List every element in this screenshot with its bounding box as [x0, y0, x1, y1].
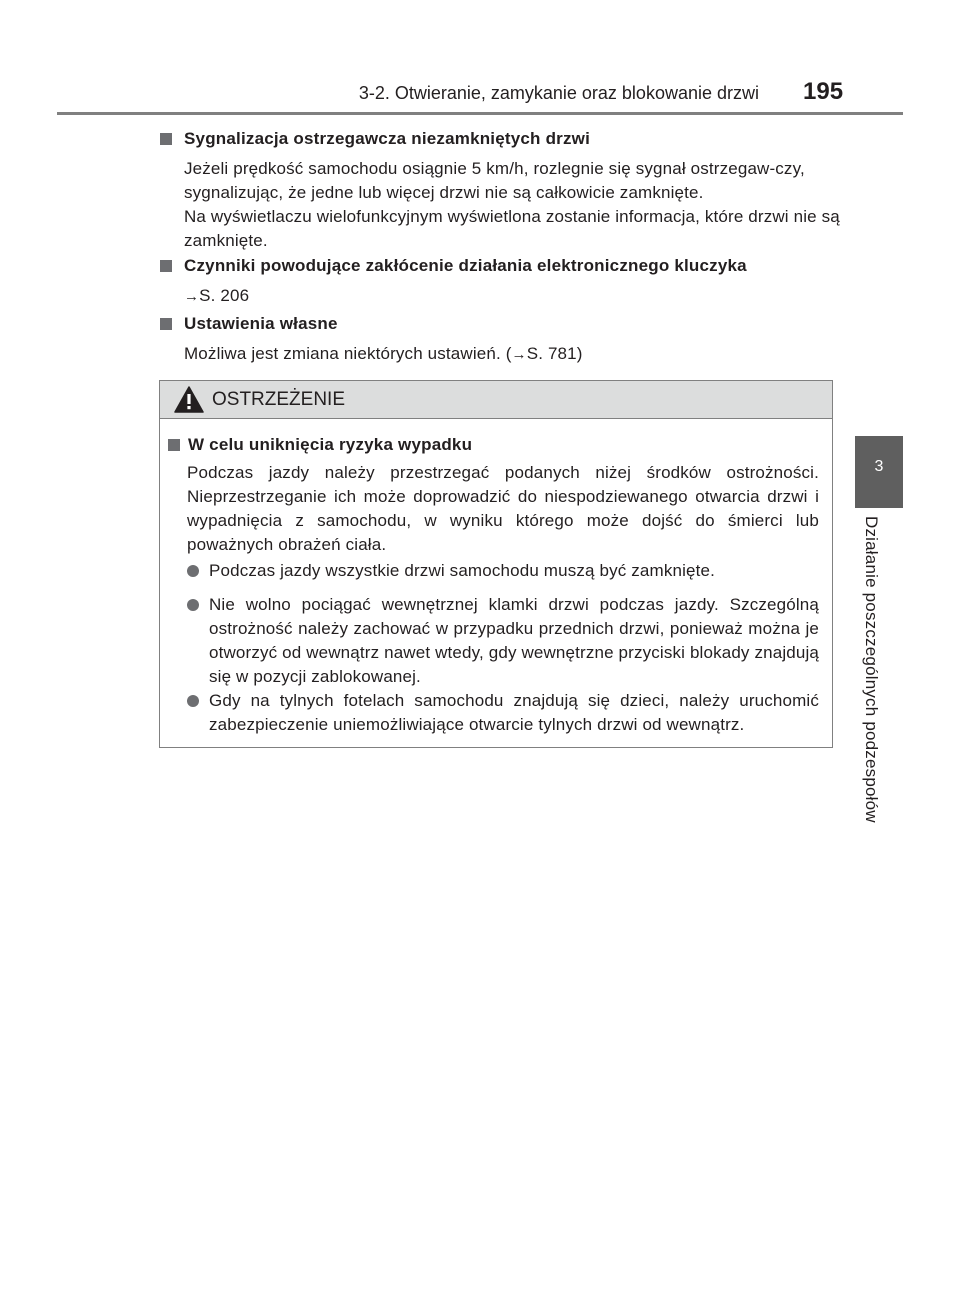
section-body [184, 157, 840, 253]
page-number: 195 [803, 78, 844, 105]
warning-title: OSTRZEŻENIE [212, 388, 346, 410]
list-item-text: Podczas jazdy wszystkie drzwi samochodu muszą być zamknięte. [209, 561, 715, 580]
circle-bullet-icon [187, 599, 199, 611]
square-bullet-icon [168, 439, 180, 451]
arrow-right-icon: → [184, 288, 200, 305]
circle-bullet-icon [187, 695, 199, 707]
list-item-text: Nie wolno pociągać wewnętrznej klamki drzwi podczas jazdy. Szczególną ostrożność należy zachować w przypadku przednich drzwi, ponieważ można je otworzyć od wewnątrz nawet wtedy, gdy wewnętrzne przyciski blokady znajdują się w pozycji zablokowanej. [209, 595, 819, 686]
section-body [184, 342, 840, 367]
warning-subheading [168, 433, 472, 457]
section-paragraph: Możliwa jest zmiana niektórych ustawień. ( [184, 344, 512, 363]
circle-bullet-icon [187, 565, 199, 577]
header-rule [57, 112, 903, 115]
chapter-number: 3 [874, 458, 884, 475]
warning-subheading-text: W celu uniknięcia ryzyka wypadku [188, 435, 473, 454]
list-item-text: Gdy na tylnych fotelach samochodu znajdują się dzieci, należy uruchomić zabezpieczenie uniemożliwiające otwarcie tylnych drzwi od wewnątrz. [209, 691, 819, 734]
section-heading [160, 312, 840, 336]
square-bullet-icon [160, 133, 172, 145]
section-heading-text: Czynniki powodujące zakłócenie działania elektronicznego kluczyka [184, 256, 747, 275]
section-door-warning [160, 127, 840, 253]
section-smart-key-interference [160, 254, 840, 309]
section-heading [160, 254, 840, 278]
section-paragraph: Jeżeli prędkość samochodu osiągnie 5 km/h, rozlegnie się sygnał ostrzegaw-czy, sygnalizując, że jedne lub więcej drzwi nie są całkowicie zamknięte. [184, 159, 805, 202]
warning-box [159, 380, 833, 748]
square-bullet-icon [160, 260, 172, 272]
chapter-tab [855, 436, 903, 508]
section-heading-text: Sygnalizacja ostrzegawcza niezamkniętych drzwi [184, 129, 591, 148]
section-heading [160, 127, 840, 151]
header-section-title: 3-2. Otwieranie, zamykanie oraz blokowanie drzwi [358, 83, 759, 103]
list-item [187, 559, 819, 583]
warning-header [160, 381, 832, 419]
page-reference-link[interactable]: S. 206 [199, 286, 250, 305]
section-custom-settings [160, 312, 840, 367]
list-item [187, 593, 819, 689]
section-heading-text: Ustawienia własne [184, 314, 338, 333]
list-item [187, 689, 819, 737]
warning-body: Podczas jazdy należy przestrzegać podanych niżej środków ostrożności. Nieprzestrzeganie ich może doprowadzić do niespodziewanego otwarcia drzwi i wypadnięcia z samochodu, w wyniku którego może dojść do śmierci lub poważnych obrażeń ciała. [187, 463, 819, 554]
arrow-right-icon: → [511, 346, 527, 363]
warning-triangle-icon [174, 386, 204, 413]
page-reference-link[interactable]: S. 781) [526, 344, 583, 363]
square-bullet-icon [160, 318, 172, 330]
chapter-title: Działanie poszczególnych podzespołów [862, 516, 881, 823]
section-body [184, 284, 840, 309]
section-paragraph: Na wyświetlaczu wielofunkcyjnym wyświetlona zostanie informacja, które drzwi nie są zamknięte. [184, 207, 840, 250]
